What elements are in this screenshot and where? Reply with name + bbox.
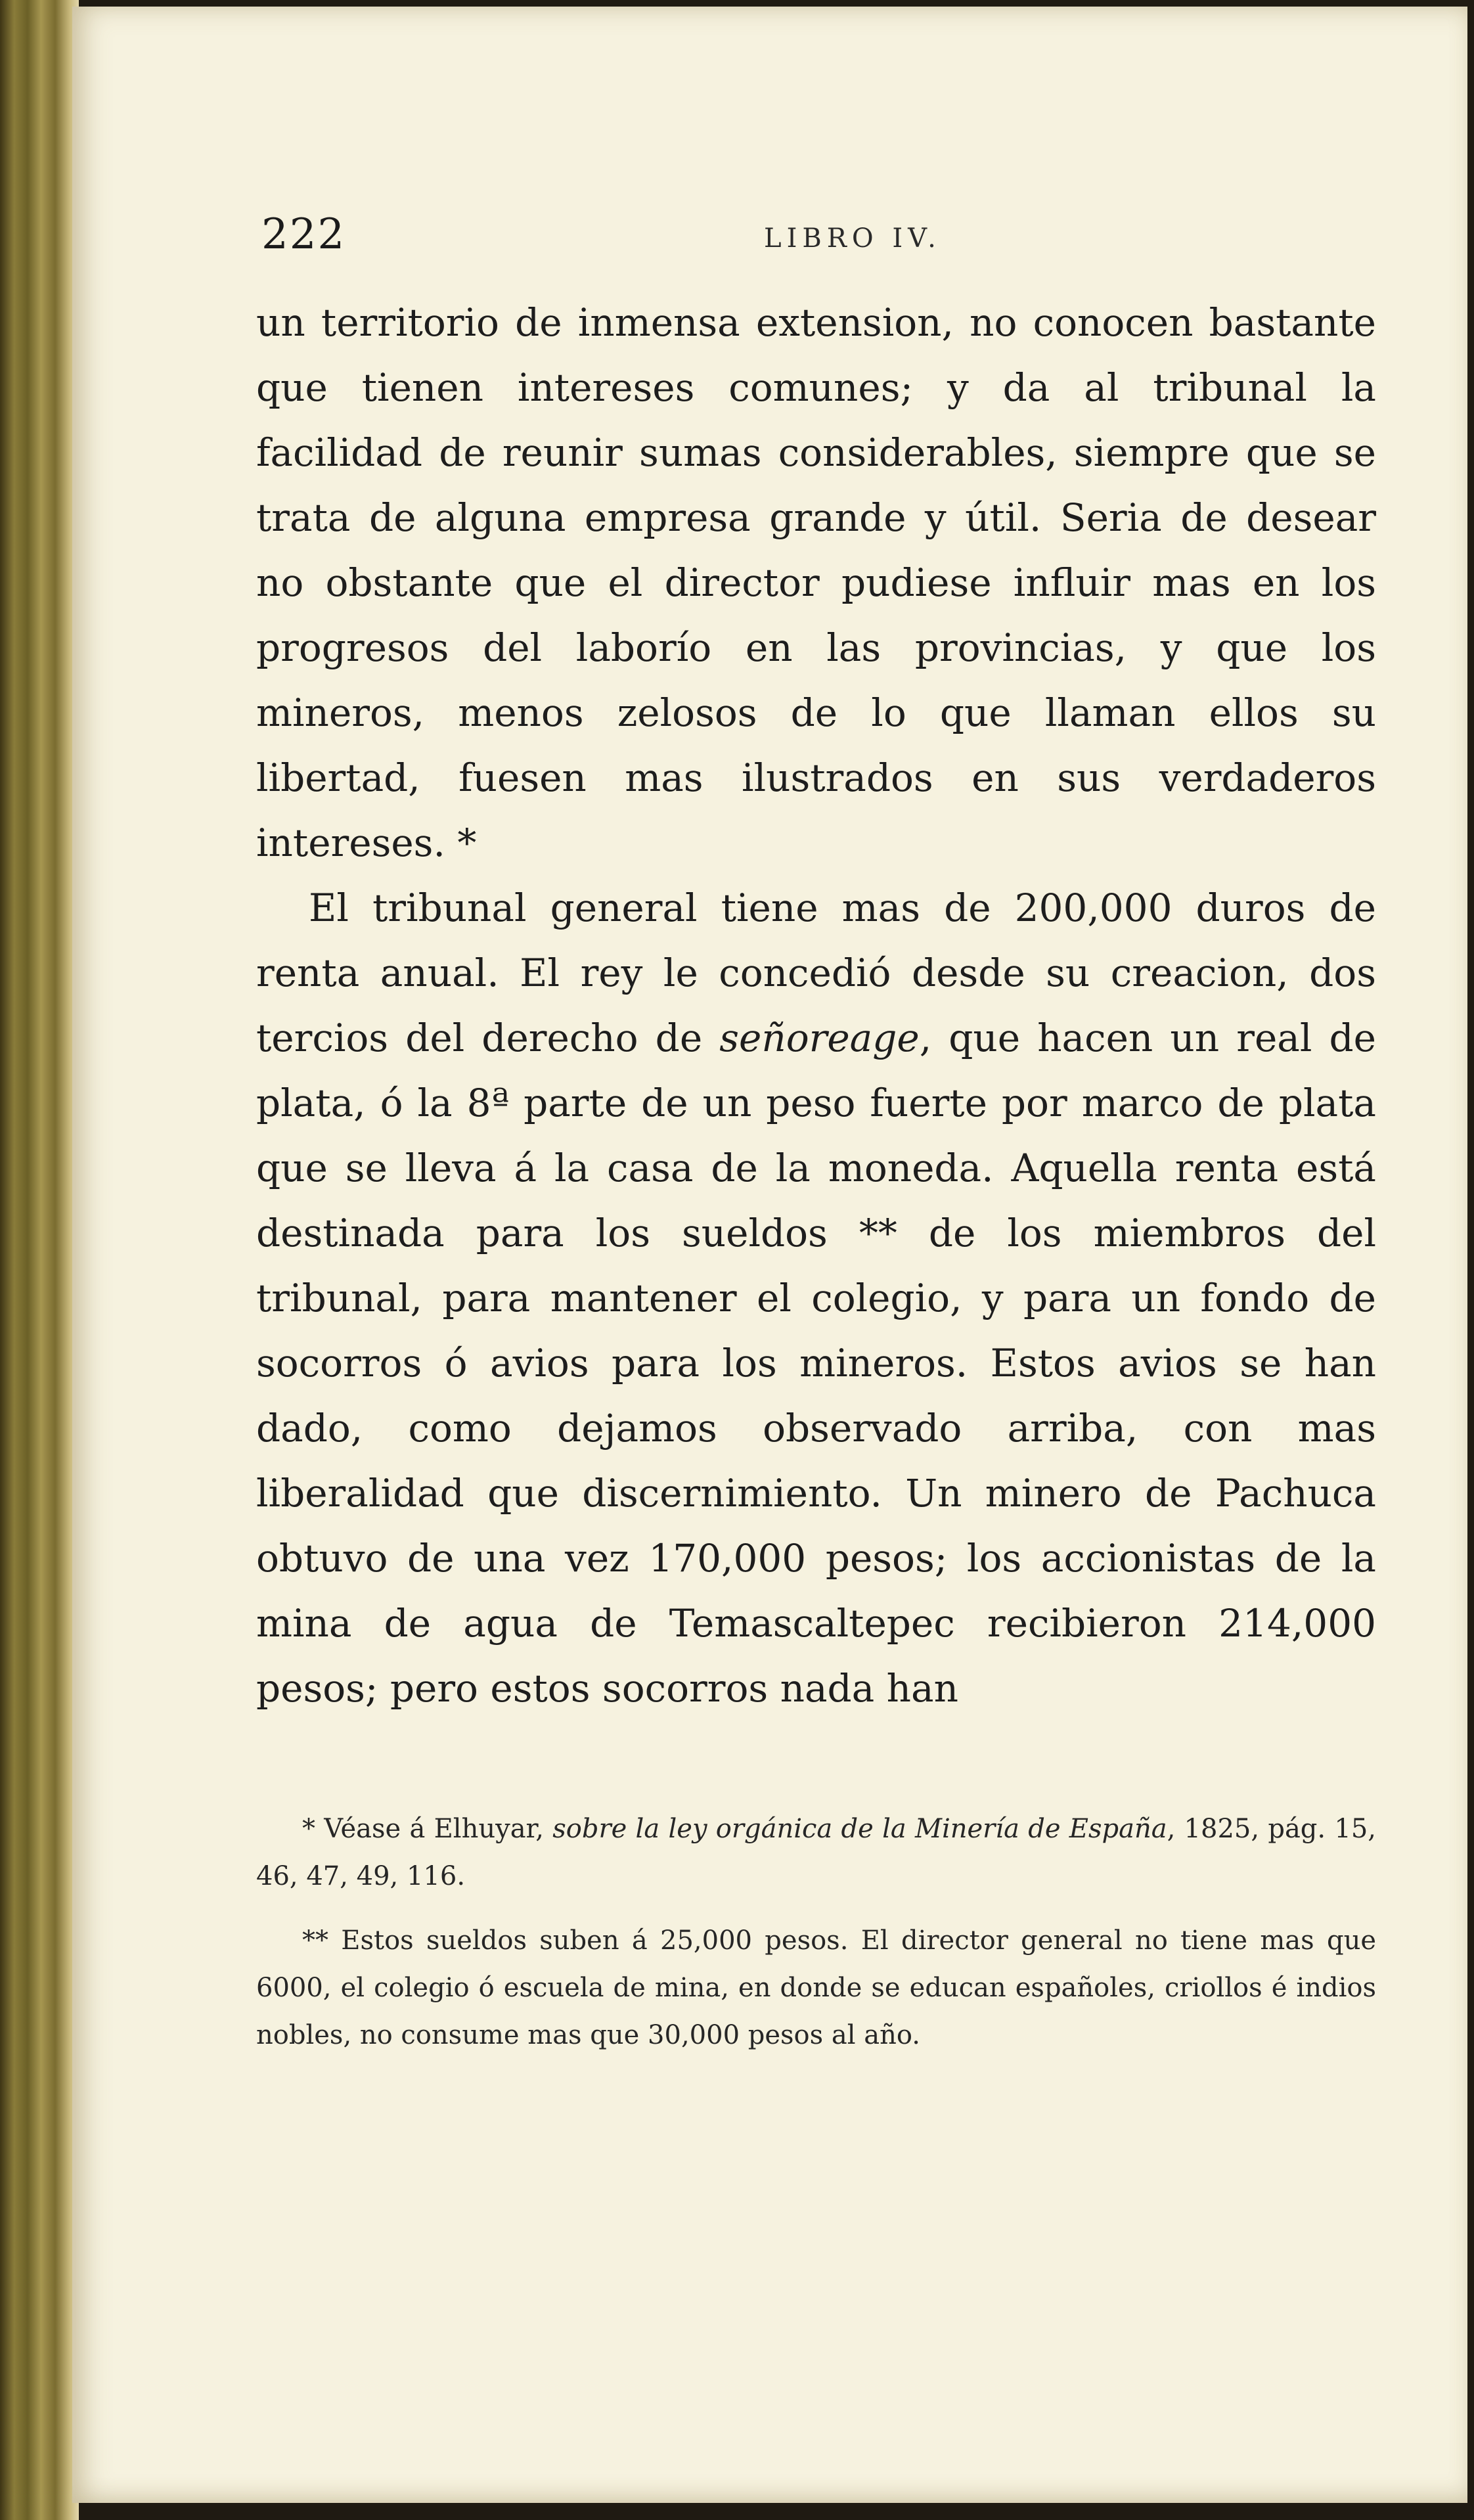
term-senoreage: señoreage — [719, 1016, 920, 1060]
main-text — [256, 290, 1376, 1721]
paragraph-2-part-b: , que hacen un real de plata, ó la 8ª parte de un peso fuerte por marco de plata que se lleva á la casa de la moneda. Aquella renta está destinada para los sueldos ** de los miembros del tribunal, para mantener el colegio, y para un fondo de socorros ó avios para los mineros. Estos avios se han dado, como dejamos observado arriba, con mas liberalidad que discernimiento. Un minero de Pachuca obtuvo de una vez 170,000 pesos; los accionistas de la mina de agua de Temascaltepec recibieron 214,000 pesos; pero estos socorros nada han — [256, 1016, 1376, 1711]
page-header — [261, 210, 1365, 263]
footnote-1 — [256, 1805, 1376, 1900]
paragraph-1: un territorio de inmensa extension, no conocen bastante que tienen intereses comunes; y da al tribunal la facilidad de reunir sumas considerables, siempre que se trata de alguna empresa grande y útil. Seria de desear no obstante que el director pudiese influir mas en los progresos del laborío en las provincias, y que los mineros, menos zelosos de lo que llaman ellos su libertad, fuesen mas ilustrados en sus verdaderos intereses. * — [256, 300, 1376, 865]
footnote-1-tail: , 1825, pág. 15, 46, 47, 49, 116. — [256, 1814, 1376, 1891]
paragraph-2-part-a: El tribunal general tiene mas de 200,000 duros de renta anual. El rey le concedió desde su creacion, dos tercios del derecho de — [256, 886, 1376, 1060]
footnote-1-lead: * Véase á Elhuyar, — [302, 1814, 553, 1844]
running-head: LIBRO IV. — [764, 223, 941, 254]
footnote-1-title: sobre la ley orgánica de la Minería de España — [552, 1814, 1167, 1844]
book-gilt-edge — [0, 0, 79, 2520]
page-number: 222 — [261, 210, 346, 259]
paragraph-2 — [256, 876, 1376, 1721]
footnotes — [256, 1805, 1376, 2059]
footnote-2: ** Estos sueldos suben á 25,000 pesos. El director general no tiene mas que 6000, el colegio ó escuela de mina, en donde se educan españoles, criollos é indios nobles, no consume mas que 30,000 pesos al año. — [256, 1925, 1376, 2050]
